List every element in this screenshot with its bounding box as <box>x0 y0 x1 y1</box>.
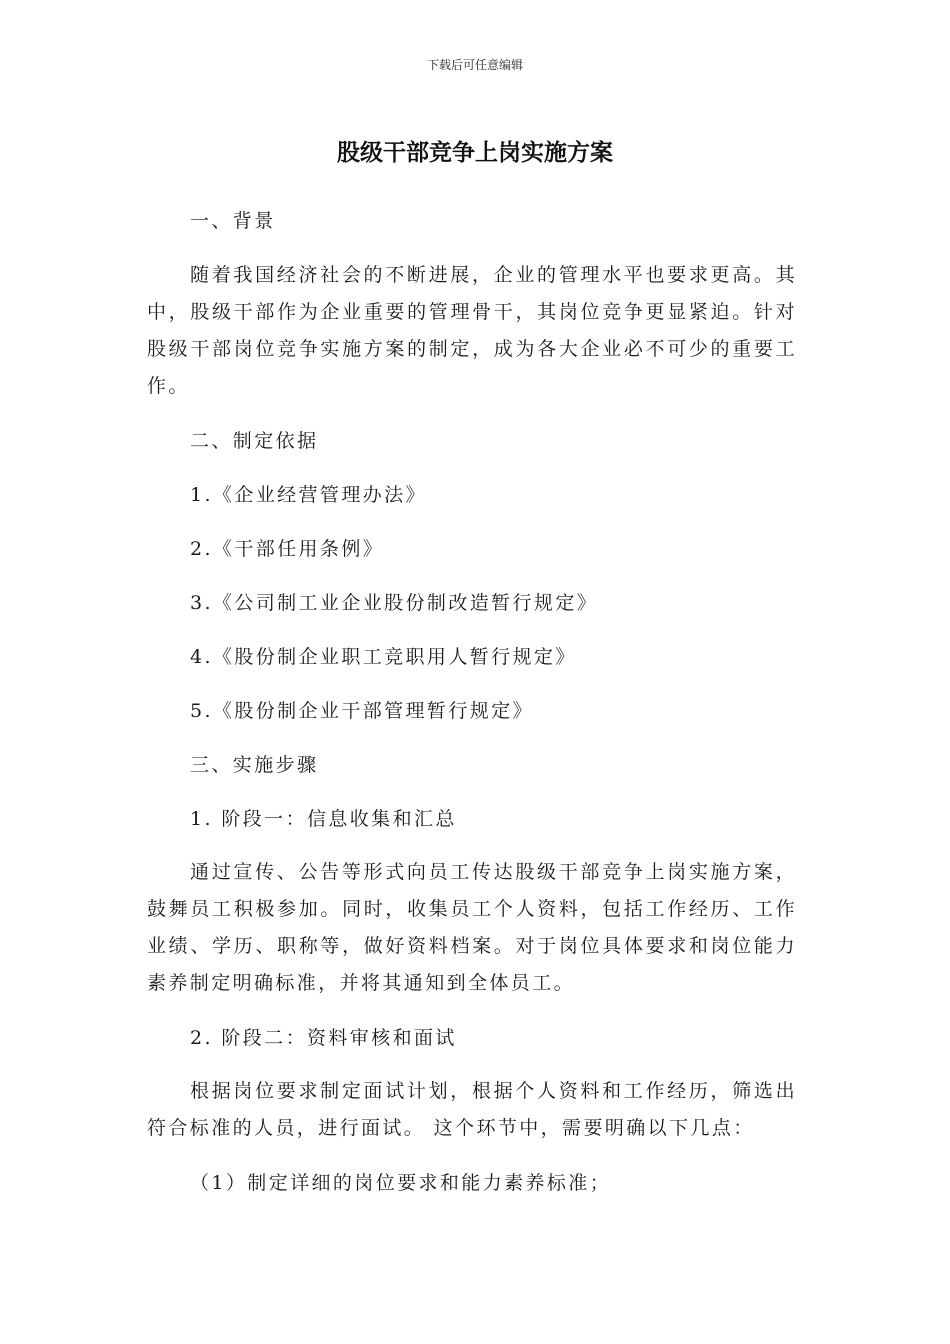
requirement-point: （1）制定详细的岗位要求和能力素养标准； <box>190 1172 612 1194</box>
stage-one-heading: 1. 阶段一：信息收集和汇总 <box>190 808 457 830</box>
document-title: 股级干部竞争上岗实施方案 <box>337 140 613 166</box>
basis-item: 5.《股份制企业干部管理暂行规定》 <box>190 700 534 722</box>
stage-two-heading: 2. 阶段二：资料审核和面试 <box>190 1027 457 1049</box>
header-note: 下载后可任意编辑 <box>426 58 523 72</box>
stage-two-paragraph: 根据岗位要求制定面试计划，根据个人资料和工作经历，筛选出符合标准的人员，进行面试。 这个环节中，需要明确以下几点： <box>147 1080 797 1139</box>
section-heading-steps: 三、实施步骤 <box>190 754 319 776</box>
basis-item: 2.《干部任用条例》 <box>190 538 385 560</box>
basis-item: 1.《企业经营管理办法》 <box>190 484 427 506</box>
basis-item: 3.《公司制工业企业股份制改造暂行规定》 <box>190 592 599 614</box>
document-body <box>147 203 797 1201</box>
background-paragraph: 随着我国经济社会的不断进展，企业的管理水平也要求更高。其中，股级干部作为企业重要的管理骨干，其岗位竞争更显紧迫。针对股级干部岗位竞争实施方案的制定，成为各大企业必不可少的重要工作。 <box>147 264 797 397</box>
stage-one-paragraph: 通过宣传、公告等形式向员工传达股级干部竞争上岗实施方案，鼓舞员工积极参加。同时，收集员工个人资料，包括工作经历、工作业绩、学历、职称等，做好资料档案。对于岗位具体要求和岗位能力素养制定明确标准，并将其通知到全体员工。 <box>147 861 797 994</box>
section-heading-background: 一、背景 <box>190 210 276 232</box>
section-heading-basis: 二、制定依据 <box>190 430 319 452</box>
basis-item: 4.《股份制企业职工竞职用人暂行规定》 <box>190 646 577 668</box>
